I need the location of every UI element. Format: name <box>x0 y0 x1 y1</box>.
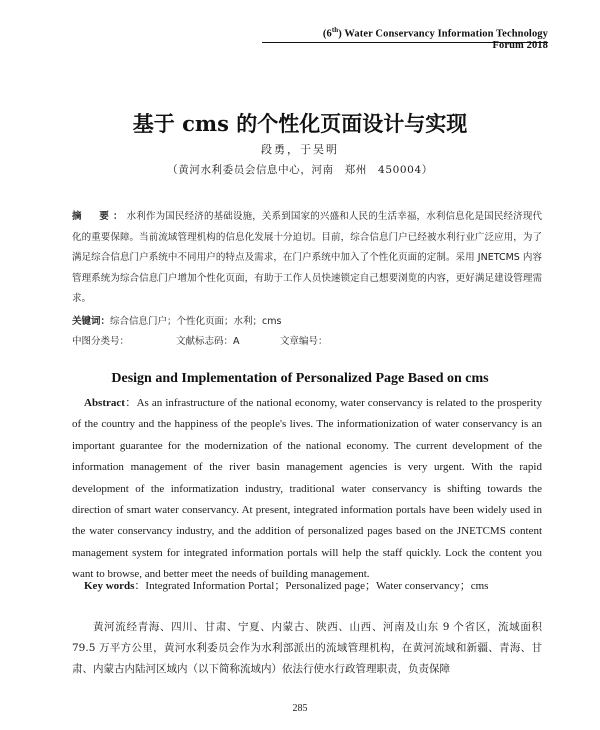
english-keywords-label: Key words <box>84 580 135 592</box>
classification-line <box>72 333 542 347</box>
paper-title: 基于 cms 的个性化页面设计与实现 <box>132 111 468 136</box>
english-keywords <box>84 577 544 593</box>
chinese-abstract-label: 摘 要： <box>72 211 127 222</box>
english-abstract <box>72 393 542 586</box>
body-paragraph: 黄河流经青海、四川、甘肃、宁夏、内蒙古、陕西、山西、河南及山东 9 个省区，流域面积 79.5 万平方公里，黄河水利委员会作为水利部派出的流域管理机构，在黄河流域和新疆、青海、甘肃、内蒙古内陆河区域内（以下简称流域内）依法行使水行政管理职责，负责保障 <box>72 621 542 675</box>
page-number: 285 <box>292 703 308 714</box>
running-header <box>300 26 548 51</box>
chinese-keywords-text: 综合信息门户；个性化页面；水利；cms <box>110 316 282 327</box>
header-rule <box>262 42 548 43</box>
chinese-keywords <box>72 313 542 327</box>
header-forum-name: ) Water Conservancy Information Technology Forum 2018 <box>338 28 548 51</box>
article-number: 文章编号： <box>280 336 328 347</box>
chinese-abstract-text: 水利作为国民经济的基础设施，关系到国家的兴盛和人民的生活幸福，水利信息化是国民经济现代化的重要保障。当前流域管理机构的信息化发展十分迫切。目前，综合信息门户已经被水利行业广泛应用，为了满足综合信息门户系统中不同用户的特点及需求，在门户系统中加入了个性化页面的定制。采用 JNETCMS 内容管理系统为综合信息门户增加个性化页面，有助于工作人员快速锁定自己想要浏览的内容，更好满足建设管理需求。 <box>72 211 542 304</box>
paper-authors: 段勇，于吴明 <box>261 143 339 156</box>
english-abstract-label: Abstract <box>84 397 125 409</box>
header-edition: (6 <box>322 28 332 40</box>
english-title: Design and Implementation of Personalized Page Based on cms <box>111 371 489 386</box>
english-keywords-text: ：Integrated Information Portal；Personalized page；Water conservancy；cms <box>134 580 489 592</box>
chinese-abstract <box>72 207 542 310</box>
chinese-keywords-label: 关键词： <box>72 316 111 327</box>
header-edition-superscript: th <box>331 26 339 34</box>
english-abstract-text: ：As an infrastructure of the national economy, water conservancy is related to the prosperity of the country and the happiness of the people's lives. The informationization of water conservancy is an important guarantee for the modernization of the national economy. The current development of the information management of the river basin management agencies is very urgent. With the rapid development of the informatization industry, traditional water conservancy is shifting towards the direction of smart water conservancy. At present, integrated information portals have been widely used in the water conservancy industry, and the addition of personalized pages based on the JNETCMS content management system for integrated information portals will help the staff quickly. Lock the content you want to browse, and better meet the needs of building management. <box>72 397 542 581</box>
document-code: 文献标志码：A <box>176 336 240 347</box>
clc-number: 中图分类号： <box>72 336 130 347</box>
paper-affiliation: （黄河水利委员会信息中心，河南 郑州 450004） <box>167 164 433 176</box>
